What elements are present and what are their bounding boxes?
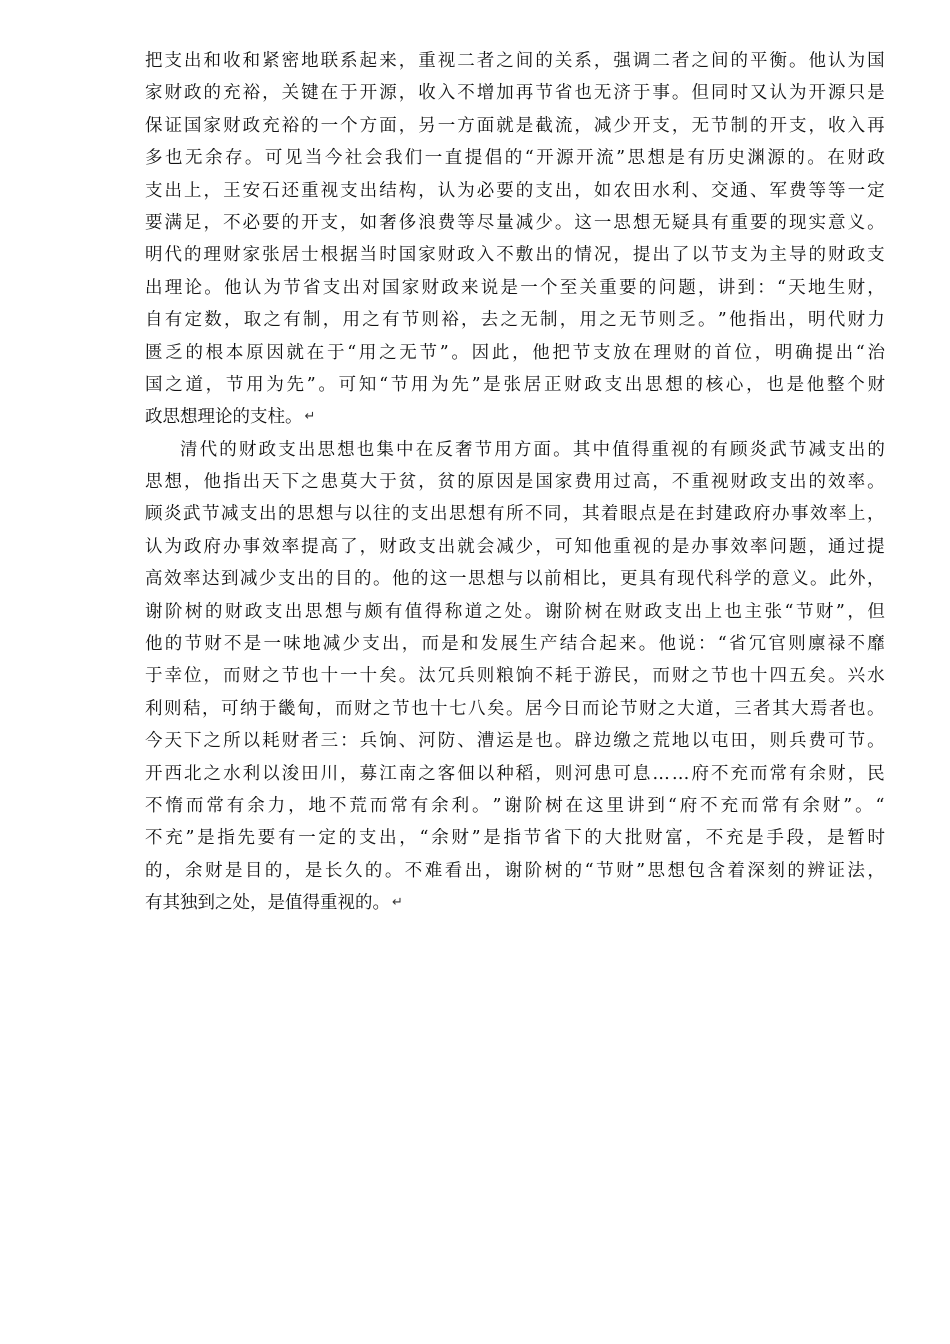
paragraph-mark-icon: ↵	[392, 895, 403, 911]
text-line: 出 理 论 。 他 认 为 节 省 支 出 对 国 家 财 政 来 说 是 一 个 至 关 重 要 的 问 题 ， 讲 到 ： “ 天 地 生 财 ，	[145, 277, 885, 298]
text-line: 利 则 秸 ， 可 纳 于 畿 甸 ， 而 财 之 节 也 十 七 八 矣 。 居 今 日 而 论 节 财 之 大 道 ， 三 者 其 大 焉 者 也 。	[145, 698, 885, 719]
text-line: 的 ， 余 财 是 目 的 ， 是 长 久 的 。 不 难 看 出 ， 谢 阶 树 的 “ 节 财 ” 思 想 包 含 着 深 刻 的 辨 证 法 ，	[145, 860, 885, 881]
text-line-first-indent: 清 代 的 财 政 支 出 思 想 也 集 中 在 反 奢 节 用 方 面 。 其 中 值 得 重 视 的 有 顾 炎 武 节 减 支 出 的	[180, 439, 885, 460]
text-line: 高 效 率 达 到 减 少 支 出 的 目 的 。 他 的 这 一 思 想 与 以 前 相 比 ， 更 具 有 现 代 科 学 的 意 义 。 此 外 ，	[145, 569, 885, 590]
text-line: 自 有 定 数 ， 取 之 有 制 ， 用 之 有 节 则 裕 ， 去 之 无 制 ， 用 之 无 节 则 乏 。 ” 他 指 出 ， 明 代 财 力	[145, 310, 885, 331]
text-line: 家 财 政 的 充 裕 ， 关 键 在 于 开 源 ， 收 入 不 增 加 再 节 省 也 无 济 于 事 。 但 同 时 又 认 为 开 源 只 是	[145, 83, 885, 104]
paragraph-1	[145, 45, 885, 434]
text-line: 开 西 北 之 水 利 以 浚 田 川 ， 募 江 南 之 客 佃 以 种 稻 ， 则 河 患 可 息 … … 府 不 充 而 常 有 余 财 ， 民	[145, 763, 885, 784]
text-line: 谢 阶 树 的 财 政 支 出 思 想 与 颇 有 值 得 称 道 之 处 。 谢 阶 树 在 财 政 支 出 上 也 主 张 “ 节 财 ” ， 但	[145, 601, 885, 622]
body-text	[145, 45, 885, 920]
text-line: 国 之 道 ， 节 用 为 先 ” 。 可 知 “ 节 用 为 先 ” 是 张 居 正 财 政 支 出 思 想 的 核 心 ， 也 是 他 整 个 财	[145, 374, 885, 395]
text-line: 保 证 国 家 财 政 充 裕 的 一 个 方 面 ， 另 一 方 面 就 是 截 流 ， 减 少 开 支 ， 无 节 制 的 开 支 ， 收 入 再	[145, 115, 885, 136]
paragraph-2	[145, 434, 885, 920]
text-line: 匮 乏 的 根 本 原 因 就 在 于 “ 用 之 无 节 ” 。 因 此 ， 他 把 节 支 放 在 理 财 的 首 位 ， 明 确 提 出 “ 治	[145, 342, 885, 363]
paragraph-mark-icon: ↵	[304, 409, 316, 425]
text-line-content: 有其独到之处，是值得重视的。	[145, 893, 390, 914]
text-line-last	[145, 887, 885, 919]
text-line: 不 充 ” 是 指 先 要 有 一 定 的 支 出 ， “ 余 财 ” 是 指 节 省 下 的 大 批 财 富 ， 不 充 是 手 段 ， 是 暂 时	[145, 828, 885, 849]
text-line-last	[145, 401, 885, 433]
text-line: 不 惰 而 常 有 余 力 ， 地 不 荒 而 常 有 余 利 。 ” 谢 阶 树 在 这 里 讲 到 “ 府 不 充 而 常 有 余 财 ” 。 “	[145, 795, 885, 816]
text-line-content: 政思想理论的支柱。	[145, 407, 303, 428]
text-line: 要 满 足 ， 不 必 要 的 开 支 ， 如 奢 侈 浪 费 等 尽 量 减 少 。 这 一 思 想 无 疑 具 有 重 要 的 现 实 意 义 。	[145, 212, 885, 233]
text-line: 他 的 节 财 不 是 一 味 地 减 少 支 出 ， 而 是 和 发 展 生 产 结 合 起 来 。 他 说 ： “ 省 冗 官 则 廪 禄 不 靡	[145, 634, 885, 655]
text-line: 认 为 政 府 办 事 效 率 提 高 了 ， 财 政 支 出 就 会 减 少 ， 可 知 他 重 视 的 是 办 事 效 率 问 题 ， 通 过 提	[145, 536, 885, 557]
text-line: 于 幸 位 ， 而 财 之 节 也 十 一 十 矣 。 汰 冗 兵 则 粮 饷 不 耗 于 游 民 ， 而 财 之 节 也 十 四 五 矣 。 兴 水	[145, 666, 885, 687]
text-line: 把 支 出 和 收 和 紧 密 地 联 系 起 来 ， 重 视 二 者 之 间 的 关 系 ， 强 调 二 者 之 间 的 平 衡 。 他 认 为 国	[145, 51, 885, 71]
text-line: 今 天 下 之 所 以 耗 财 者 三 ： 兵 饷 、 河 防 、 漕 运 是 也 。 辟 边 缴 之 荒 地 以 屯 田 ， 则 兵 费 可 节 。	[145, 731, 885, 752]
text-line: 顾 炎 武 节 减 支 出 的 思 想 与 以 往 的 支 出 思 想 有 所 不 同 ， 其 着 眼 点 是 在 封 建 政 府 办 事 效 率 上 ，	[145, 504, 885, 525]
text-line: 思 想 ， 他 指 出 天 下 之 患 莫 大 于 贫 ， 贫 的 原 因 是 国 家 费 用 过 高 ， 不 重 视 财 政 支 出 的 效 率 。	[145, 472, 885, 493]
text-line: 多 也 无 余 存 。 可 见 当 今 社 会 我 们 一 直 提 倡 的 “ 开 源 开 流 ” 思 想 是 有 历 史 渊 源 的 。 在 财 政	[145, 148, 885, 169]
text-line: 明 代 的 理 财 家 张 居 士 根 据 当 时 国 家 财 政 入 不 敷 出 的 情 况 ， 提 出 了 以 节 支 为 主 导 的 财 政 支	[145, 245, 885, 266]
text-line: 支 出 上 ， 王 安 石 还 重 视 支 出 结 构 ， 认 为 必 要 的 支 出 ， 如 农 田 水 利 、 交 通 、 军 费 等 等 一 定	[145, 180, 885, 201]
